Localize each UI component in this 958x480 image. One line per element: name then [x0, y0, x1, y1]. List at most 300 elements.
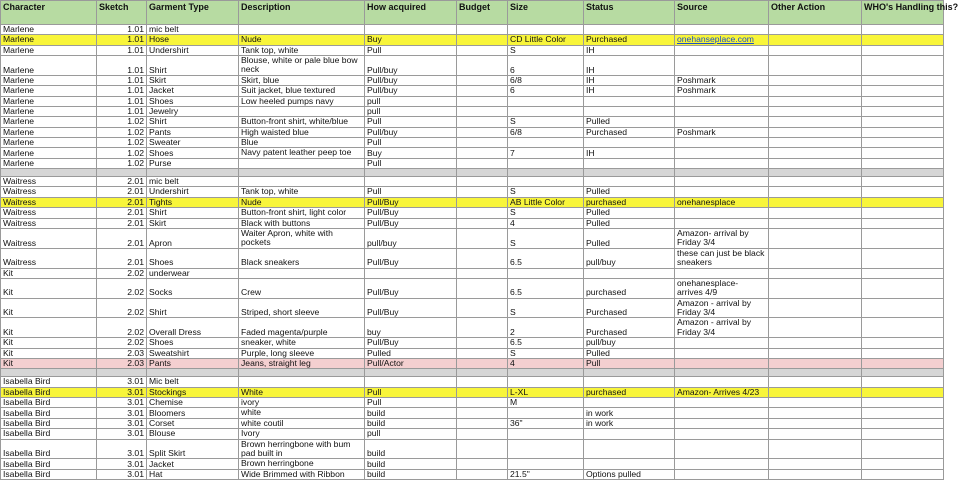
cell-description[interactable]: Tank top, white [239, 187, 365, 197]
cell-description[interactable] [239, 169, 365, 177]
cell-whos-handling[interactable] [862, 298, 944, 318]
cell-status[interactable]: Purchased [584, 35, 675, 45]
cell-whos-handling[interactable] [862, 387, 944, 397]
cell-sketch[interactable]: 3.01 [97, 387, 147, 397]
cell-size[interactable] [508, 25, 584, 35]
cell-whos-handling[interactable] [862, 187, 944, 197]
cell-size[interactable] [508, 96, 584, 106]
cell-description[interactable]: Navy patent leather peep toe [239, 148, 365, 158]
cell-character[interactable]: Isabella Bird [1, 387, 97, 397]
cell-whos-handling[interactable] [862, 369, 944, 377]
cell-other-action[interactable] [769, 169, 862, 177]
cell-status[interactable]: IH [584, 56, 675, 76]
cell-garment-type[interactable]: Stockings [147, 387, 239, 397]
cell-whos-handling[interactable] [862, 169, 944, 177]
cell-sketch[interactable]: 1.01 [97, 75, 147, 85]
cell-source[interactable]: onehanseplace.com [675, 35, 769, 45]
cell-budget[interactable] [457, 358, 508, 368]
cell-other-action[interactable] [769, 208, 862, 218]
cell-status[interactable] [584, 429, 675, 439]
cell-budget[interactable] [457, 228, 508, 248]
cell-description[interactable] [239, 377, 365, 387]
cell-size[interactable]: 6.5 [508, 338, 584, 348]
cell-whos-handling[interactable] [862, 469, 944, 479]
cell-garment-type[interactable]: Corset [147, 418, 239, 428]
cell-size[interactable] [508, 169, 584, 177]
cell-budget[interactable] [457, 148, 508, 158]
cell-how-acquired[interactable]: pull/buy [365, 228, 457, 248]
cell-sketch[interactable]: 2.01 [97, 208, 147, 218]
cell-size[interactable] [508, 268, 584, 278]
cell-character[interactable]: Waitress [1, 228, 97, 248]
cell-size[interactable]: S [508, 117, 584, 127]
cell-how-acquired[interactable]: Pull [365, 187, 457, 197]
cell-character[interactable]: Marlene [1, 25, 97, 35]
column-header-how-acquired[interactable]: How acquired [365, 1, 457, 25]
cell-sketch[interactable]: 1.02 [97, 148, 147, 158]
cell-other-action[interactable] [769, 177, 862, 187]
cell-description[interactable]: white [239, 408, 365, 418]
cell-sketch[interactable]: 3.01 [97, 439, 147, 459]
cell-source[interactable] [675, 138, 769, 148]
cell-description[interactable]: Suit jacket, blue textured [239, 86, 365, 96]
cell-description[interactable] [239, 369, 365, 377]
cell-sketch[interactable]: 3.01 [97, 459, 147, 469]
cell-status[interactable]: pull/buy [584, 338, 675, 348]
cell-character[interactable]: Marlene [1, 45, 97, 55]
cell-other-action[interactable] [769, 107, 862, 117]
cell-source[interactable] [675, 268, 769, 278]
cell-size[interactable]: 2 [508, 318, 584, 338]
cell-character[interactable]: Waitress [1, 218, 97, 228]
cell-garment-type[interactable]: Jacket [147, 86, 239, 96]
cell-source[interactable] [675, 418, 769, 428]
cell-how-acquired[interactable]: Pull/Buy [365, 218, 457, 228]
cell-description[interactable]: Skirt, blue [239, 75, 365, 85]
cell-description[interactable] [239, 268, 365, 278]
cell-garment-type[interactable]: Sweater [147, 138, 239, 148]
cell-status[interactable]: Purchased [584, 127, 675, 137]
cell-other-action[interactable] [769, 96, 862, 106]
cell-garment-type[interactable]: Purse [147, 158, 239, 168]
cell-how-acquired[interactable]: Pull/buy [365, 127, 457, 137]
cell-sketch[interactable]: 3.01 [97, 429, 147, 439]
cell-sketch[interactable]: 1.02 [97, 158, 147, 168]
cell-character[interactable]: Isabella Bird [1, 377, 97, 387]
cell-source[interactable] [675, 469, 769, 479]
cell-garment-type[interactable]: Shirt [147, 117, 239, 127]
cell-budget[interactable] [457, 369, 508, 377]
cell-sketch[interactable]: 1.01 [97, 25, 147, 35]
cell-description[interactable] [239, 107, 365, 117]
cell-description[interactable]: Nude [239, 197, 365, 207]
cell-size[interactable]: S [508, 348, 584, 358]
cell-budget[interactable] [457, 278, 508, 298]
cell-budget[interactable] [457, 56, 508, 76]
cell-garment-type[interactable]: Split Skirt [147, 439, 239, 459]
cell-size[interactable]: 7 [508, 148, 584, 158]
cell-whos-handling[interactable] [862, 56, 944, 76]
cell-source[interactable] [675, 358, 769, 368]
cell-how-acquired[interactable] [365, 25, 457, 35]
cell-character[interactable]: Kit [1, 338, 97, 348]
cell-other-action[interactable] [769, 268, 862, 278]
cell-character[interactable]: Marlene [1, 117, 97, 127]
cell-character[interactable]: Isabella Bird [1, 429, 97, 439]
cell-whos-handling[interactable] [862, 127, 944, 137]
cell-source[interactable] [675, 218, 769, 228]
cell-garment-type[interactable]: Pants [147, 358, 239, 368]
cell-status[interactable] [584, 25, 675, 35]
cell-description[interactable]: High waisted blue [239, 127, 365, 137]
cell-how-acquired[interactable] [365, 169, 457, 177]
cell-character[interactable]: Kit [1, 318, 97, 338]
cell-character[interactable]: Kit [1, 278, 97, 298]
cell-how-acquired[interactable]: Pull [365, 387, 457, 397]
cell-other-action[interactable] [769, 197, 862, 207]
cell-whos-handling[interactable] [862, 228, 944, 248]
cell-budget[interactable] [457, 459, 508, 469]
cell-whos-handling[interactable] [862, 268, 944, 278]
cell-status[interactable]: Pulled [584, 228, 675, 248]
cell-description[interactable]: Brown herringbone with bum pad built in [239, 439, 365, 459]
cell-size[interactable] [508, 107, 584, 117]
cell-size[interactable]: 21.5" [508, 469, 584, 479]
cell-whos-handling[interactable] [862, 248, 944, 268]
cell-garment-type[interactable]: Shoes [147, 248, 239, 268]
cell-whos-handling[interactable] [862, 278, 944, 298]
cell-source[interactable] [675, 117, 769, 127]
cell-character[interactable]: Kit [1, 298, 97, 318]
cell-whos-handling[interactable] [862, 148, 944, 158]
cell-other-action[interactable] [769, 387, 862, 397]
cell-source[interactable] [675, 377, 769, 387]
cell-whos-handling[interactable] [862, 158, 944, 168]
cell-sketch[interactable]: 1.01 [97, 35, 147, 45]
cell-status[interactable]: Pulled [584, 208, 675, 218]
cell-other-action[interactable] [769, 429, 862, 439]
cell-how-acquired[interactable]: Pull/Buy [365, 197, 457, 207]
cell-garment-type[interactable]: Skirt [147, 218, 239, 228]
cell-budget[interactable] [457, 169, 508, 177]
cell-source[interactable]: Amazon- arrival by Friday 3/4 [675, 228, 769, 248]
cell-sketch[interactable]: 3.01 [97, 408, 147, 418]
cell-description[interactable]: Faded magenta/purple [239, 318, 365, 338]
cell-description[interactable]: Wide Brimmed with Ribbon [239, 469, 365, 479]
cell-character[interactable]: Waitress [1, 248, 97, 268]
cell-garment-type[interactable]: Undershirt [147, 45, 239, 55]
cell-whos-handling[interactable] [862, 218, 944, 228]
cell-how-acquired[interactable]: Pull/Buy [365, 338, 457, 348]
cell-size[interactable]: CD Little Color [508, 35, 584, 45]
cell-how-acquired[interactable]: Pull/Buy [365, 278, 457, 298]
cell-other-action[interactable] [769, 248, 862, 268]
cell-whos-handling[interactable] [862, 86, 944, 96]
cell-other-action[interactable] [769, 228, 862, 248]
cell-budget[interactable] [457, 25, 508, 35]
cell-other-action[interactable] [769, 117, 862, 127]
cell-other-action[interactable] [769, 25, 862, 35]
cell-whos-handling[interactable] [862, 208, 944, 218]
cell-character[interactable]: Isabella Bird [1, 459, 97, 469]
cell-status[interactable] [584, 268, 675, 278]
column-header-status[interactable]: Status [584, 1, 675, 25]
cell-how-acquired[interactable] [365, 369, 457, 377]
cell-sketch[interactable]: 2.03 [97, 348, 147, 358]
cell-source[interactable] [675, 429, 769, 439]
cell-source[interactable] [675, 187, 769, 197]
cell-whos-handling[interactable] [862, 338, 944, 348]
column-header-other-action[interactable]: Other Action [769, 1, 862, 25]
cell-character[interactable]: Marlene [1, 56, 97, 76]
cell-budget[interactable] [457, 429, 508, 439]
cell-how-acquired[interactable]: build [365, 439, 457, 459]
cell-garment-type[interactable]: Skirt [147, 75, 239, 85]
cell-budget[interactable] [457, 248, 508, 268]
cell-sketch[interactable]: 1.01 [97, 107, 147, 117]
cell-garment-type[interactable]: Shirt [147, 56, 239, 76]
cell-garment-type[interactable]: Shoes [147, 96, 239, 106]
column-header-garment-type[interactable]: Garment Type [147, 1, 239, 25]
cell-description[interactable]: Button-front shirt, light color [239, 208, 365, 218]
cell-character[interactable]: Kit [1, 268, 97, 278]
cell-status[interactable]: Pulled [584, 187, 675, 197]
cell-character[interactable]: Marlene [1, 107, 97, 117]
cell-garment-type[interactable]: Socks [147, 278, 239, 298]
cell-other-action[interactable] [769, 358, 862, 368]
cell-status[interactable] [584, 158, 675, 168]
cell-size[interactable] [508, 377, 584, 387]
cell-size[interactable]: S [508, 187, 584, 197]
cell-how-acquired[interactable]: pull [365, 107, 457, 117]
cell-budget[interactable] [457, 408, 508, 418]
cell-garment-type[interactable]: Bloomers [147, 408, 239, 418]
cell-whos-handling[interactable] [862, 107, 944, 117]
cell-status[interactable] [584, 439, 675, 459]
cell-size[interactable]: AB Little Color [508, 197, 584, 207]
cell-garment-type[interactable]: Overall Dress [147, 318, 239, 338]
cell-character[interactable]: Isabella Bird [1, 408, 97, 418]
cell-garment-type[interactable]: Chemise [147, 398, 239, 408]
cell-description[interactable]: Black with buttons [239, 218, 365, 228]
cell-status[interactable] [584, 169, 675, 177]
cell-source[interactable] [675, 169, 769, 177]
cell-source[interactable] [675, 177, 769, 187]
cell-size[interactable]: L-XL [508, 387, 584, 397]
cell-source[interactable] [675, 439, 769, 459]
cell-source[interactable]: onehanesplace [675, 197, 769, 207]
cell-budget[interactable] [457, 158, 508, 168]
cell-garment-type[interactable]: Mic belt [147, 377, 239, 387]
cell-description[interactable]: Striped, short sleeve [239, 298, 365, 318]
cell-source[interactable] [675, 398, 769, 408]
cell-sketch[interactable]: 1.02 [97, 138, 147, 148]
cell-size[interactable]: 6.5 [508, 278, 584, 298]
cell-status[interactable] [584, 138, 675, 148]
cell-other-action[interactable] [769, 86, 862, 96]
cell-whos-handling[interactable] [862, 459, 944, 469]
cell-garment-type[interactable]: Undershirt [147, 187, 239, 197]
cell-budget[interactable] [457, 298, 508, 318]
cell-source[interactable] [675, 459, 769, 469]
cell-status[interactable] [584, 96, 675, 106]
cell-status[interactable]: IH [584, 86, 675, 96]
cell-sketch[interactable]: 2.03 [97, 358, 147, 368]
cell-character[interactable]: Isabella Bird [1, 418, 97, 428]
cell-garment-type[interactable]: Jewelry [147, 107, 239, 117]
cell-how-acquired[interactable]: pull [365, 429, 457, 439]
cell-other-action[interactable] [769, 148, 862, 158]
cell-garment-type[interactable]: Shoes [147, 148, 239, 158]
cell-size[interactable] [508, 177, 584, 187]
cell-size[interactable] [508, 429, 584, 439]
cell-sketch[interactable]: 2.01 [97, 228, 147, 248]
cell-description[interactable]: Black sneakers [239, 248, 365, 268]
cell-how-acquired[interactable]: Buy [365, 35, 457, 45]
cell-other-action[interactable] [769, 398, 862, 408]
cell-character[interactable]: Kit [1, 358, 97, 368]
cell-whos-handling[interactable] [862, 117, 944, 127]
cell-source[interactable]: onehanesplace- arrives 4/9 [675, 278, 769, 298]
cell-description[interactable]: Jeans, straight leg [239, 358, 365, 368]
cell-character[interactable]: Marlene [1, 86, 97, 96]
cell-whos-handling[interactable] [862, 348, 944, 358]
cell-status[interactable]: Purchased [584, 298, 675, 318]
cell-other-action[interactable] [769, 278, 862, 298]
cell-description[interactable] [239, 158, 365, 168]
cell-description[interactable]: Waiter Apron, white with pockets [239, 228, 365, 248]
cell-how-acquired[interactable] [365, 377, 457, 387]
cell-garment-type[interactable]: underwear [147, 268, 239, 278]
cell-source[interactable] [675, 148, 769, 158]
cell-how-acquired[interactable]: Pull [365, 138, 457, 148]
cell-other-action[interactable] [769, 469, 862, 479]
cell-description[interactable]: White [239, 387, 365, 397]
cell-budget[interactable] [457, 35, 508, 45]
cell-budget[interactable] [457, 86, 508, 96]
cell-how-acquired[interactable]: pull [365, 96, 457, 106]
cell-description[interactable]: white coutil [239, 418, 365, 428]
cell-sketch[interactable]: 2.02 [97, 338, 147, 348]
cell-sketch[interactable]: 2.01 [97, 187, 147, 197]
cell-how-acquired[interactable] [365, 177, 457, 187]
cell-whos-handling[interactable] [862, 377, 944, 387]
cell-size[interactable]: 6.5 [508, 248, 584, 268]
cell-budget[interactable] [457, 45, 508, 55]
cell-character[interactable]: Marlene [1, 158, 97, 168]
cell-character[interactable]: Marlene [1, 75, 97, 85]
cell-sketch[interactable]: 3.01 [97, 398, 147, 408]
cell-budget[interactable] [457, 138, 508, 148]
cell-size[interactable]: 6/8 [508, 127, 584, 137]
cell-size[interactable] [508, 439, 584, 459]
cell-size[interactable]: 36" [508, 418, 584, 428]
cell-status[interactable]: purchased [584, 387, 675, 397]
cell-garment-type[interactable]: mic belt [147, 25, 239, 35]
cell-other-action[interactable] [769, 338, 862, 348]
cell-character[interactable]: Marlene [1, 148, 97, 158]
cell-source[interactable] [675, 96, 769, 106]
cell-size[interactable]: S [508, 45, 584, 55]
cell-budget[interactable] [457, 348, 508, 358]
cell-budget[interactable] [457, 318, 508, 338]
cell-whos-handling[interactable] [862, 408, 944, 418]
cell-size[interactable] [508, 138, 584, 148]
cell-budget[interactable] [457, 187, 508, 197]
cell-source[interactable] [675, 45, 769, 55]
cell-budget[interactable] [457, 387, 508, 397]
cell-description[interactable]: Tank top, white [239, 45, 365, 55]
cell-size[interactable]: M [508, 398, 584, 408]
cell-character[interactable]: Isabella Bird [1, 398, 97, 408]
cell-budget[interactable] [457, 197, 508, 207]
cell-character[interactable]: Marlene [1, 138, 97, 148]
cell-other-action[interactable] [769, 298, 862, 318]
cell-garment-type[interactable]: Blouse [147, 429, 239, 439]
cell-sketch[interactable]: 1.02 [97, 117, 147, 127]
column-header-source[interactable]: Source [675, 1, 769, 25]
cell-other-action[interactable] [769, 408, 862, 418]
cell-status[interactable]: IH [584, 148, 675, 158]
cell-character[interactable]: Waitress [1, 208, 97, 218]
cell-budget[interactable] [457, 218, 508, 228]
cell-description[interactable]: Blue [239, 138, 365, 148]
cell-source[interactable]: Amazon - arrival by Friday 3/4 [675, 318, 769, 338]
cell-sketch[interactable]: 2.02 [97, 298, 147, 318]
cell-size[interactable]: 4 [508, 218, 584, 228]
cell-budget[interactable] [457, 377, 508, 387]
cell-status[interactable] [584, 369, 675, 377]
cell-budget[interactable] [457, 268, 508, 278]
cell-character[interactable]: Waitress [1, 197, 97, 207]
cell-sketch[interactable]: 3.01 [97, 469, 147, 479]
cell-whos-handling[interactable] [862, 177, 944, 187]
cell-character[interactable]: Marlene [1, 96, 97, 106]
cell-character[interactable]: Isabella Bird [1, 439, 97, 459]
cell-status[interactable]: IH [584, 45, 675, 55]
cell-how-acquired[interactable] [365, 268, 457, 278]
cell-whos-handling[interactable] [862, 358, 944, 368]
cell-other-action[interactable] [769, 348, 862, 358]
cell-how-acquired[interactable]: Pull/Buy [365, 248, 457, 268]
cell-size[interactable]: 4 [508, 358, 584, 368]
cell-budget[interactable] [457, 96, 508, 106]
cell-other-action[interactable] [769, 138, 862, 148]
cell-source[interactable]: Poshmark [675, 75, 769, 85]
cell-budget[interactable] [457, 177, 508, 187]
cell-character[interactable]: Marlene [1, 35, 97, 45]
cell-character[interactable]: Waitress [1, 187, 97, 197]
cell-status[interactable] [584, 459, 675, 469]
cell-how-acquired[interactable]: Pulled [365, 348, 457, 358]
cell-size[interactable]: S [508, 298, 584, 318]
cell-size[interactable]: 6/8 [508, 75, 584, 85]
cell-other-action[interactable] [769, 75, 862, 85]
cell-other-action[interactable] [769, 45, 862, 55]
cell-other-action[interactable] [769, 56, 862, 76]
cell-status[interactable]: IH [584, 75, 675, 85]
cell-status[interactable] [584, 377, 675, 387]
cell-how-acquired[interactable]: Pull/buy [365, 75, 457, 85]
cell-status[interactable]: Purchased [584, 318, 675, 338]
cell-garment-type[interactable]: Shirt [147, 208, 239, 218]
cell-how-acquired[interactable]: Pull/buy [365, 86, 457, 96]
cell-budget[interactable] [457, 338, 508, 348]
cell-source[interactable]: Amazon- Arrives 4/23 [675, 387, 769, 397]
cell-budget[interactable] [457, 75, 508, 85]
cell-source[interactable] [675, 25, 769, 35]
cell-other-action[interactable] [769, 127, 862, 137]
